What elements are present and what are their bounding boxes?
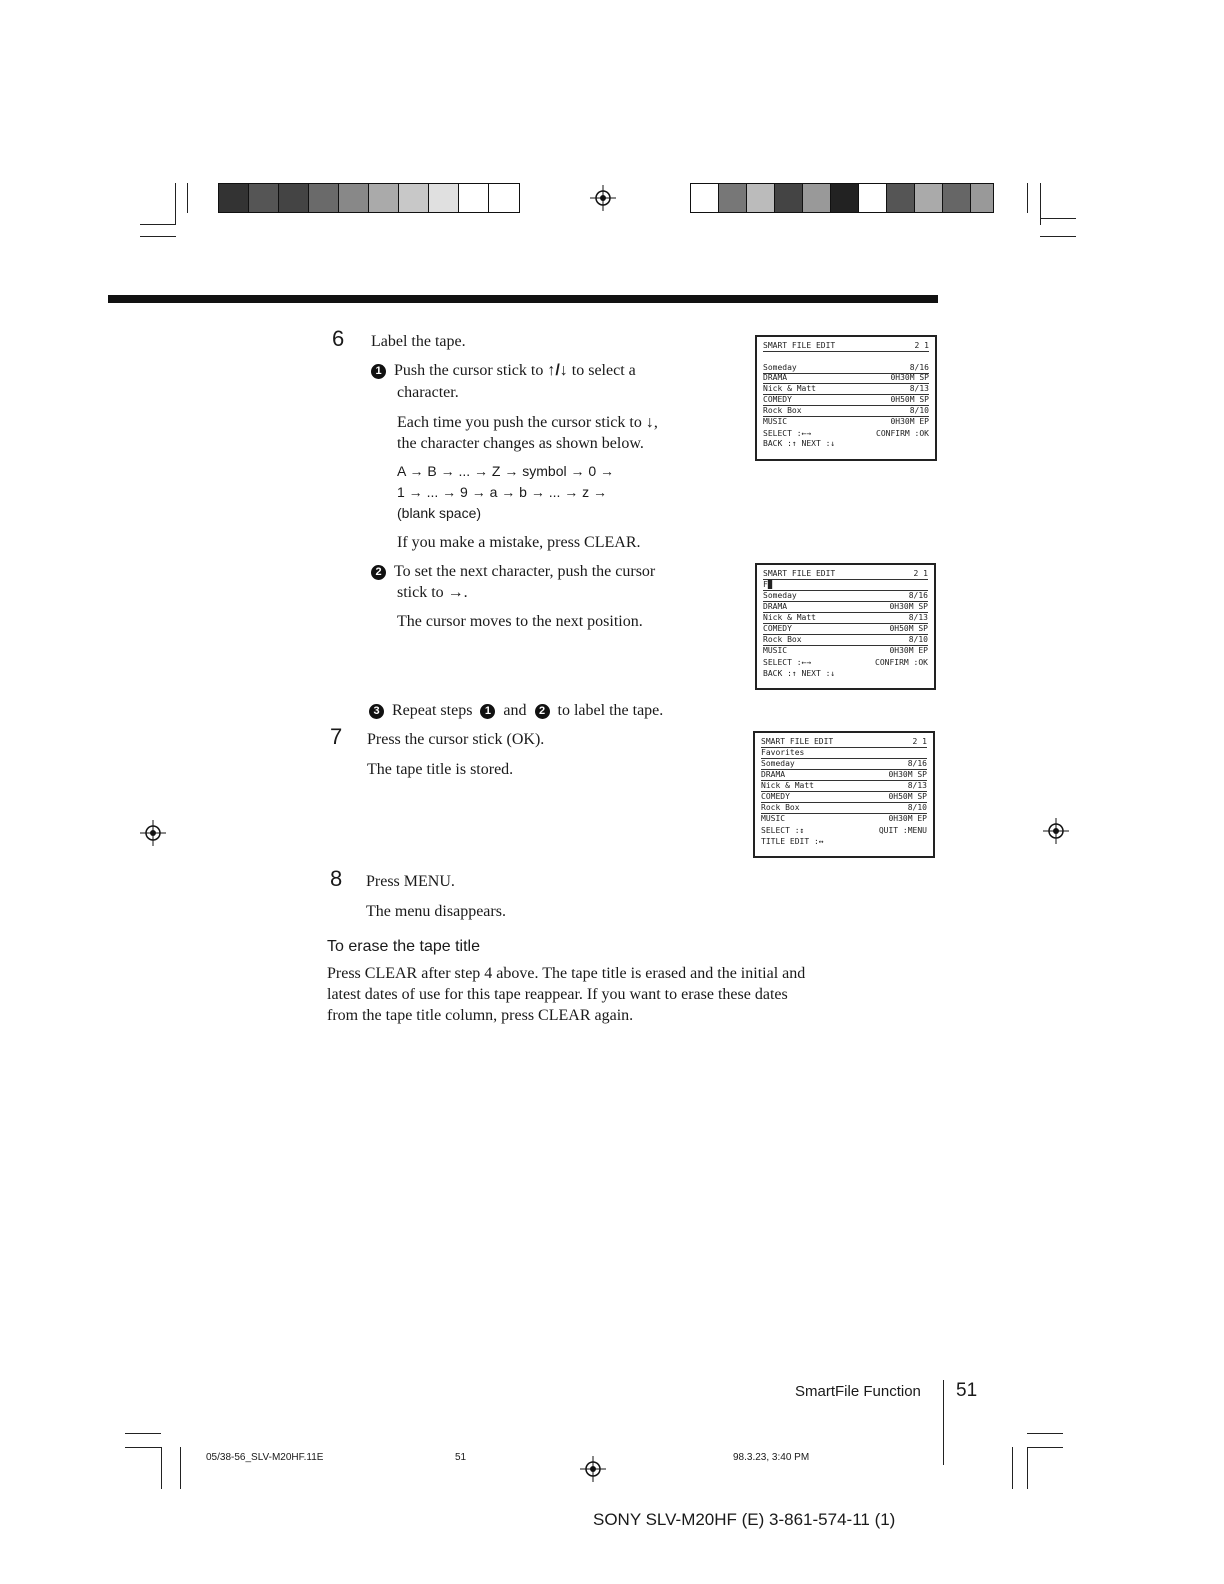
substep-2-continued: stick to →. <box>397 584 468 601</box>
osd-footer: BACK :↑ NEXT :↓ <box>763 439 836 448</box>
section-rule <box>108 295 938 303</box>
osd-row: Nick & Matt 8/13 <box>761 781 927 790</box>
crop-mark <box>1027 183 1028 213</box>
substep-2-note: The cursor moves to the next position. <box>397 613 643 630</box>
circled-number-icon: 3 <box>369 704 384 719</box>
osd-row: Favorites <box>761 748 927 759</box>
erase-body: Press CLEAR after step 4 above. The tape title is erased and the initial and <box>327 965 806 982</box>
registration-mark-icon <box>140 820 166 846</box>
circled-number-icon: 1 <box>480 704 495 719</box>
osd-screen-3 <box>753 731 935 858</box>
osd-cursor-row: F▉ <box>763 580 928 591</box>
crop-mark <box>1040 218 1076 219</box>
registration-mark-icon <box>590 185 616 211</box>
crop-mark <box>125 1433 161 1434</box>
osd-footer: SELECT :↕ QUIT :MENU <box>761 826 927 835</box>
step-title: Press the cursor stick (OK). <box>367 731 545 748</box>
osd-title-row: SMART FILE EDIT 2 1 <box>763 341 929 350</box>
step-number: 6 <box>332 326 345 351</box>
sheet-page: 51 <box>455 1452 467 1463</box>
osd-screen-1 <box>755 335 937 461</box>
erase-heading: To erase the tape title <box>327 938 480 955</box>
osd-row: Rock Box 8/10 <box>761 803 927 812</box>
circled-number-icon: 2 <box>371 565 386 580</box>
osd-row: Someday 8/16 <box>763 363 929 372</box>
product-code: SONY SLV-M20HF (E) 3-861-574-11 (1) <box>593 1510 896 1529</box>
osd-row: MUSIC 0H30M EP <box>763 417 929 426</box>
osd-row: Rock Box 8/10 <box>763 635 928 644</box>
crop-mark <box>1027 1447 1063 1448</box>
circled-number-icon: 2 <box>535 704 550 719</box>
osd-row: DRAMA 0H30M SP <box>763 602 928 611</box>
page-number: 51 <box>956 1380 978 1401</box>
step-note: The tape title is stored. <box>367 761 514 778</box>
substep-1: 1 Push the cursor stick to ↑/↓ to select a <box>371 360 636 382</box>
step-title: Press MENU. <box>366 873 455 890</box>
footer-divider <box>943 1380 944 1465</box>
crop-mark <box>140 224 176 225</box>
crop-mark <box>187 183 188 213</box>
osd-footer: TITLE EDIT :↔ <box>761 837 824 846</box>
crop-mark <box>1027 1447 1028 1489</box>
character-sequence: (blank space) <box>397 505 482 521</box>
osd-row: MUSIC 0H30M EP <box>761 814 927 823</box>
crop-mark <box>125 1447 161 1448</box>
printer-color-bar-left <box>218 183 520 213</box>
osd-row: COMEDY 0H50M SP <box>763 624 928 633</box>
up-down-arrow-icon: ↑/↓ <box>547 362 568 379</box>
crop-mark <box>1027 1433 1063 1434</box>
printer-color-bar-right <box>690 183 994 213</box>
osd-row: Someday 8/16 <box>763 591 928 600</box>
osd-title-row: SMART FILE EDIT 2 1 <box>763 569 928 578</box>
osd-footer: BACK :↑ NEXT :↓ <box>763 669 836 678</box>
osd-screen-2 <box>755 563 936 690</box>
crop-mark <box>180 1447 181 1489</box>
substep-3: 3 Repeat steps 1 and 2 to label the tape. <box>369 700 663 722</box>
crop-mark <box>161 1447 162 1489</box>
erase-body: from the tape title column, press CLEAR again. <box>327 1007 634 1024</box>
osd-footer: SELECT :←→ CONFIRM :OK <box>763 658 928 667</box>
character-sequence: A → B → ... → Z → symbol → 0 → <box>397 463 615 479</box>
osd-row: Nick & Matt 8/13 <box>763 613 928 622</box>
registration-mark-icon <box>580 1456 606 1482</box>
osd-title-row: SMART FILE EDIT 2 1 <box>761 737 927 746</box>
osd-row: Nick & Matt 8/13 <box>763 384 929 393</box>
osd-row: COMEDY 0H50M SP <box>763 395 929 404</box>
osd-row: COMEDY 0H50M SP <box>761 792 927 801</box>
step-note: The menu disappears. <box>366 903 506 920</box>
step-number: 7 <box>330 724 343 749</box>
crop-mark <box>1012 1447 1013 1489</box>
substep-1-note: Each time you push the cursor stick to ↓, <box>397 414 658 431</box>
crop-mark <box>140 236 176 237</box>
section-footer-label: SmartFile Function <box>795 1383 921 1400</box>
osd-footer: SELECT :←→ CONFIRM :OK <box>763 429 929 438</box>
substep-1-note: the character changes as shown below. <box>397 435 644 452</box>
substep-1-continued: character. <box>397 384 459 401</box>
character-sequence: 1 → ... → 9 → a → b → ... → z → <box>397 484 608 500</box>
osd-row: DRAMA 0H30M SP <box>761 770 927 779</box>
registration-mark-icon <box>1043 818 1069 844</box>
osd-row: DRAMA 0H30M SP <box>763 373 929 382</box>
circled-number-icon: 1 <box>371 364 386 379</box>
osd-row: Rock Box 8/10 <box>763 406 929 415</box>
osd-row: Someday 8/16 <box>761 759 927 768</box>
substep-2: 2 To set the next character, push the cursor <box>371 561 655 583</box>
mistake-note: If you make a mistake, press CLEAR. <box>397 534 641 551</box>
step-title: Label the tape. <box>371 333 466 350</box>
crop-mark <box>175 183 176 225</box>
erase-body: latest dates of use for this tape reappear. If you want to erase these dates <box>327 986 788 1003</box>
step-number: 8 <box>330 866 343 891</box>
print-timestamp: 98.3.23, 3:40 PM <box>733 1452 810 1463</box>
crop-mark <box>1040 236 1076 237</box>
osd-row: MUSIC 0H30M EP <box>763 646 928 655</box>
file-code: 05/38-56_SLV-M20HF.11E <box>206 1452 324 1463</box>
